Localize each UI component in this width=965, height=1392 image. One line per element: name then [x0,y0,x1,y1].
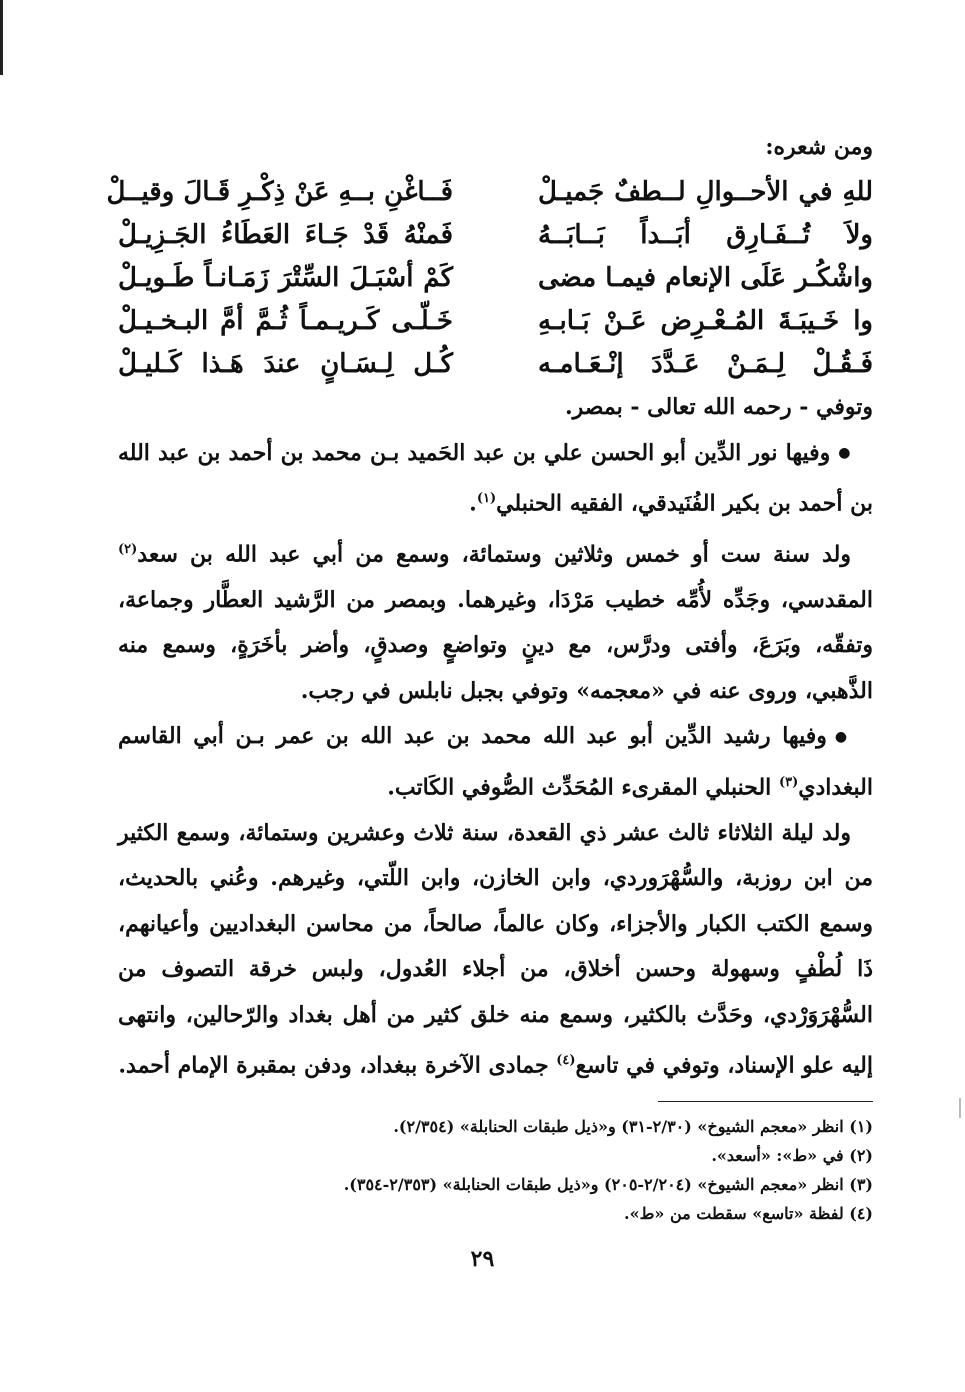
verse-second-hemistich: كَمْ أسْبَـلَ السِّتْرَ زَمَـانـاً طَـويـلْ [118,262,453,293]
verse-second-hemistich: فَــاغْنِ بــهِ عَنْ ذِكْـرِ قَـالَ وقيــلْ [106,176,453,207]
bullet-icon: ● [834,728,851,745]
footnote-ref: (١) [476,491,497,507]
entry2-heading-end: الحنبلي المقرىء المُحَدِّث الصُّوفي الكَاتب. [387,774,779,801]
page-number: ٢٩ [470,1246,495,1272]
footnote-separator [658,1101,873,1102]
entry2-body [118,811,873,1089]
entry1-heading-text: وفيها نور الدِّين أبو الحسن علي بن عبد الحَميد بـن محمد بن أحمد بن عبد الله بن أحمد بن بكير الفُنَيدقي، الفقيه الحنبلي [118,439,873,517]
poem-intro: ومن شعره: [765,134,873,160]
verse-first-hemistich: واشْكُـر عَلَى الإنعام فيمـا مضى [538,262,873,293]
footnote: (٣) انظر «معجم الشيوخ» (٢/٢٠٤-٢٠٥) و«ذيل طبقات الحنابلة» (٢/٣٥٣-٣٥٤). [343,1175,873,1195]
verse-second-hemistich: كُـل لِـسَـانٍ عندَ هَـذا كَـليـلْ [118,348,453,379]
entry2-heading-text: وفيها رشيد الدِّين أبو عبد الله محمد بن عبد الله بن عمر بـن أبي القاسم البغدادي [118,723,873,801]
entry1-body-text-a: ولد سنة ست أو خمس وثلاثين وستمائة، وسمع من أبي عبد الله بن سعد [137,541,851,568]
verse-first-hemistich: ولاَ تُــفَـارِق أبَــداً بَــابَــهُ [538,219,873,250]
verse [118,256,873,299]
entry1-heading-end: . [469,490,477,517]
verse-first-hemistich: للهِ في الأحــوالِ لــطفٌ جَميـلْ [538,176,873,207]
footnote-ref: (٣) [778,775,799,791]
footnote-ref: (٢) [118,542,138,558]
verse [118,342,873,385]
entry1-body [118,527,873,714]
footnotes [118,1112,873,1228]
verse-second-hemistich: خَـلّـى كَـريـمـاً ثُـمَّ أمَّ البـخـيـلْ [118,305,453,336]
entry1-heading [118,431,873,528]
verse-first-hemistich: فَـقُـلْ لِـمَـنْ عَـدَّدَ إنْـعَـامـه [538,348,873,379]
entry2-body-text-b: جمادى الآخرة ببغداد، ودفن بمقبرة الإمام أحمد. [118,1052,557,1079]
verse-second-hemistich: فَمنْهُ قَدْ جَـاءَ العَطَاءُ الجَـزِيـلْ [118,219,453,250]
verse [118,299,873,342]
verse [118,213,873,256]
entry2-heading [118,714,873,811]
entry2-body-text-a: ولد ليلة الثلاثاء ثالث عشر ذي القعدة، سنة ثلاث وعشرين وستمائة، وسمع الكثير من ابن روزبة، والسُّهْرَوردي، وابن الخازن، وابن اللّتي، وغيرهم. وعُني بالحديث، وسمع الكتب الكبار والأجزاء، وكان عالماً، صالحاً، من محاسن البغداديين وأعيانهم، ذَا لُطْفٍ وسهولة وحسن أخلاق، من أجلاء العُدول، ولبس خرقة التصوف من السُّهْرَوَرْدي، وحَدَّث بالكثير، وسمع منه خلق كثير من أهل بغداد والرّحالين، وانتهى إليه علو الإسناد، وتوفي في تاسع [118,819,873,1079]
entry1-body-text-b: المقدسي، وجَدِّه لأُمِّه خطيب مَرْدَا، وغيرهما. وبمصر من الرَّشيد العطَّار وجماعة، وتفقّه، وبَرَعَ، وأفتى ودرَّس، مع دينٍ وتواضعٍ وصدقٍ، وأضر بأخَرَةٍ، وسمع منه الذَّهبي، وروى عنه في «معجمه» وتوفي بجبل نابلس في رجب. [118,586,873,704]
margin-line [0,0,3,75]
footnote-ref: (٤) [556,1053,576,1069]
scan-speck [959,1098,961,1118]
death-line: وتوفي - رحمه الله تعالى - بمصر. [564,394,873,420]
footnote: (٢) في «ط»: «أسعد». [711,1146,873,1166]
bullet-icon: ● [838,444,851,461]
footnote: (١) انظر «معجم الشيوخ» (٢/٣٠-٣١) و«ذيل طبقات الحنابلة» (٢/٣٥٤). [393,1117,873,1137]
page-body [106,128,873,1228]
verse [106,170,873,213]
verse-first-hemistich: وا خَـيبَـةَ المُـعْـرِض عَـنْ بَـابـهِ [538,305,873,336]
poem [106,170,873,385]
footnote: (٤) لفظة «تاسع» سقطت من «ط». [624,1204,873,1224]
